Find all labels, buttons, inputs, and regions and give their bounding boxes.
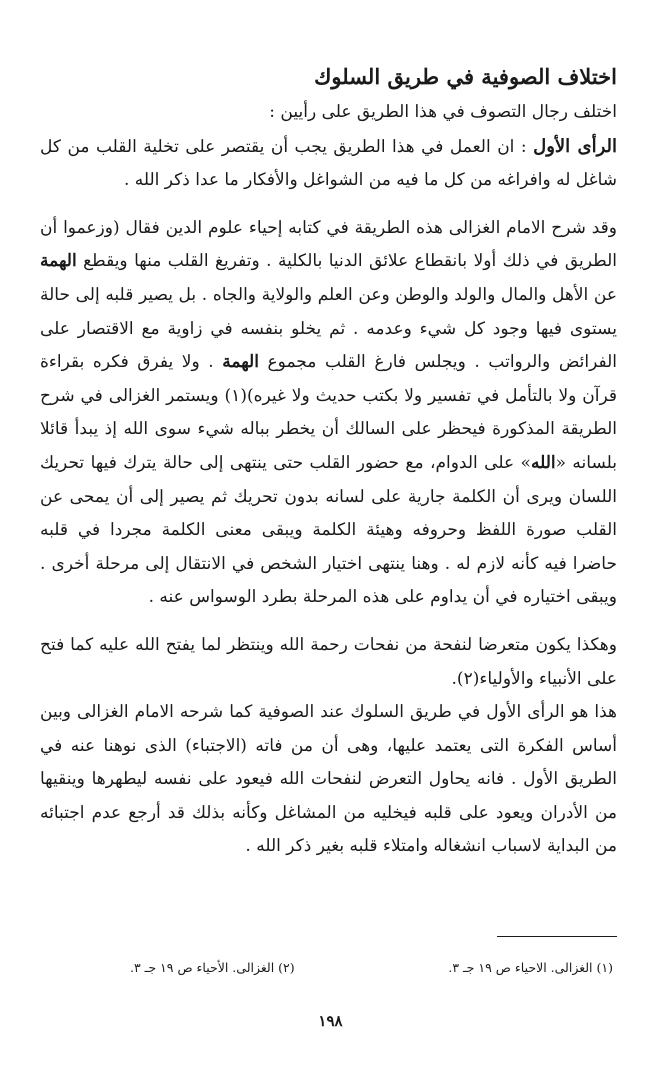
first-view-label: الرأى الأول — [533, 135, 617, 157]
ghazali-paragraph — [40, 212, 617, 615]
ghazali-text-part-2: عن الأهل والمال والولد والوطن وعن العلم والولاية والجاه . بل يصير قلبه إلى حالة يستوى فيها وجود كل شيء وعدمه . ثم يخلو بنفسه في زاوية مع الاقتصار على الفرائض والرواتب . ويجلس فارغ القلب مجموع — [40, 284, 617, 373]
intro-paragraph: اختلف رجال التصوف في هذا الطريق على رأيين : — [269, 102, 617, 122]
footnote-divider — [497, 936, 617, 937]
footnote-1: (١) الغزالى. الاحياء ص ١٩ جـ ٣. — [448, 960, 613, 975]
page-number: ١٩٨ — [318, 1012, 343, 1030]
ghazali-text-part-4: » على الدوام، مع حضور القلب حتى ينتهى إلى حالة يترك فيها تحريك اللسان ويرى أن الكلمة جارية على لسانه بدون تحريك ثم يصير إلى أن يمحى عن القلب صورة اللفظ وحروفه وهيئة الكلمة ويبقى معنى الكلمة مجردا في قلبه حاضرا فيه كأنه لازم له . وهنا ينتهى اختيار الشخص في الانتقال إلى مرحلة أخرى . ويبقى اختياره في أن يداوم على هذه المرحلة بطرد الوسواس عنه . — [40, 452, 617, 608]
text-column — [40, 62, 617, 864]
first-view-colon: : — [514, 136, 534, 157]
allah-quote-emphasis: الله — [530, 452, 556, 473]
footnote-2: (٢) الغزالى. الأحياء ص ١٩ جـ ٣. — [130, 960, 295, 975]
himma-emphasis-2: الهمة — [222, 352, 259, 373]
ghazali-text-part-3: . ولا يفرق فكره بقراءة قرآن ولا بالتأمل في تفسير ولا بكتب حديث ولا غيره)(١) ويستمر الغزالى في شرح الطريقة المذكورة فيحظر على السالك أن يخطر بباله شيء سوى الله إذ يبدأ قائلا بلسانه « — [40, 352, 617, 473]
mercy-paragraph: وهكذا يكون متعرضا لنفحة من نفحات رحمة الله وينتظر لما يفتح الله عليه كما فتح على الأنبياء والأولياء(٢). — [40, 634, 617, 689]
first-view-text: ان العمل في هذا الطريق يجب أن يقتصر على تخلية القلب من كل شاغل له وافراغه من كل ما فيه من الشواغل والأفكار ما عدا ذكر الله . — [40, 136, 617, 191]
section-title: اختلاف الصوفية في طريق السلوك — [314, 64, 617, 89]
himma-emphasis-1: الهمة — [40, 251, 77, 272]
ghazali-text-part-1: وقد شرح الامام الغزالى هذه الطريقة في كتابه إحياء علوم الدين فقال (وزعموا أن الطريق في ذلك أولا بانقطاع علائق الدنيا بالكلية . وتفريغ القلب منها ويقطع — [40, 217, 617, 272]
first-view-paragraph — [40, 130, 617, 198]
summary-paragraph: هذا هو الرأى الأول في طريق السلوك عند الصوفية كما شرحه الامام الغزالى وبين أساس الفكرة التى يعتمد عليها، وهى أن من فاته (الاجتباء) الذى نوهنا عنه في الطريق الأول . فانه يحاول التعرض لنفحات الله فيعود على نفسه ليطهرها وينقيها من الأدران ويعود على قلبه فيخليه من المشاغل وكأنه بذلك قد أرجع عدم اجتبائه من البداية لاسباب انشغاله وامتلاء قلبه بغير ذكر الله . — [40, 702, 617, 857]
footnotes — [130, 958, 613, 978]
